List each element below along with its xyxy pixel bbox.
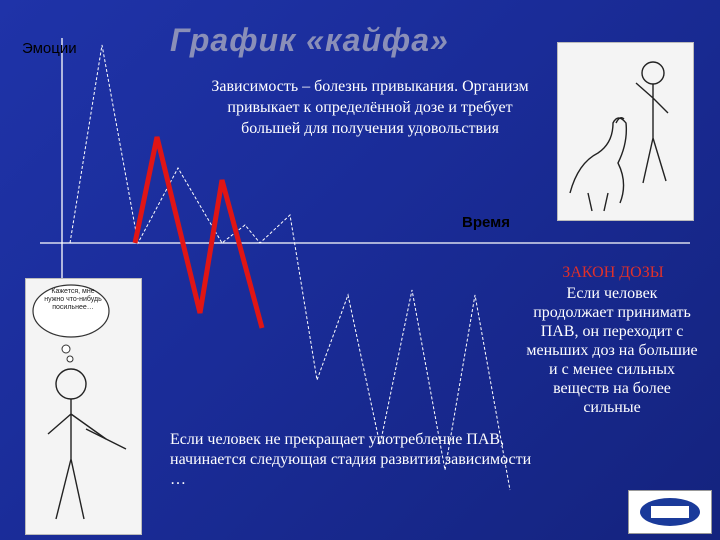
law-text: Если человек продолжает принимать ПАВ, он переходит с меньших доз на большие и с менее сильных веществ на более сильные: [526, 285, 698, 416]
thought-bubble-text: Кажется, мне нужно что-нибудь посильнее…: [44, 288, 102, 311]
stop-text: Если человек не прекращает употребление ПАВ, начинается следующая стадия развития зависимости …: [170, 431, 532, 488]
confused-person-cartoon-icon: [557, 42, 694, 221]
law-title: ЗАКОН ДОЗЫ: [562, 264, 664, 281]
thinking-person-cartoon-icon: [25, 278, 142, 535]
organisation-logo-icon: [628, 490, 712, 534]
x-axis-label: Время: [462, 214, 510, 231]
y-axis-label: Эмоции: [22, 40, 77, 57]
subtitle: Зависимость – болезнь привыкания. Организм привыкает к определённой дозе и требует большей для получения удовольствия: [211, 78, 529, 137]
dose-line: [135, 137, 262, 328]
slide-title: График «кайфа»: [170, 22, 449, 58]
